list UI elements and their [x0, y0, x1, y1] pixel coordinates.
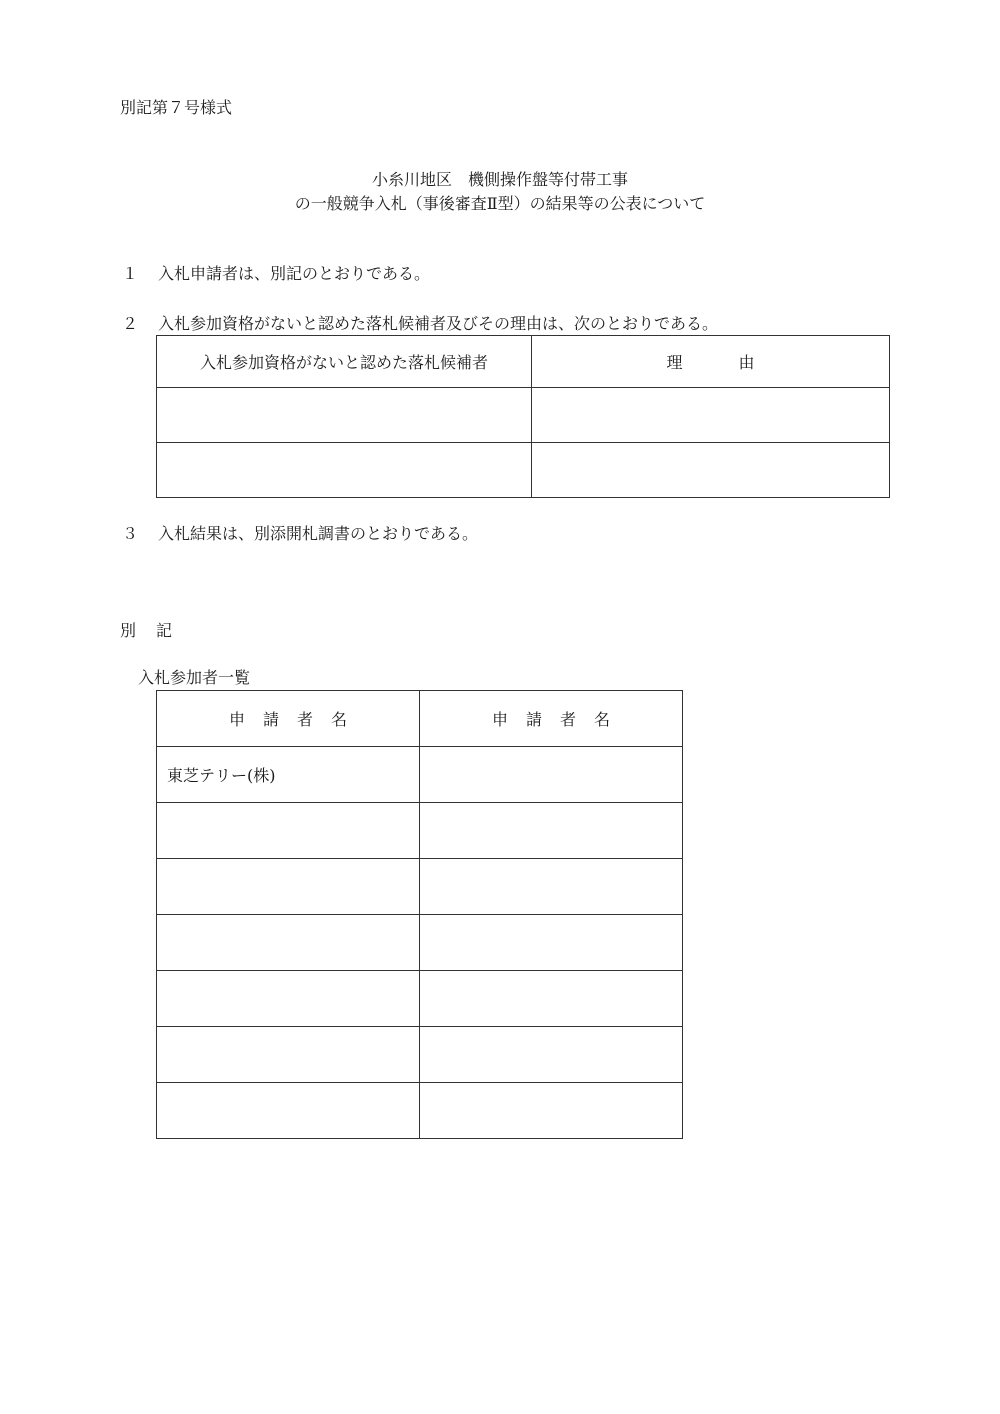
- applicant-cell: [157, 859, 420, 915]
- header-reason-char-2: 由: [738, 353, 755, 372]
- table-header-row: [157, 691, 683, 747]
- header-disqualified-candidate: 入札参加資格がないと認めた落札候補者: [157, 336, 532, 388]
- participants-table: [156, 690, 683, 1139]
- table-row: [157, 443, 890, 498]
- table-row: [157, 971, 683, 1027]
- header-reason: [532, 336, 890, 388]
- header-char: 者: [560, 710, 577, 729]
- reason-cell: [532, 388, 890, 443]
- header-char: 名: [594, 710, 611, 729]
- table-row: [157, 915, 683, 971]
- participants-list-caption: 入札参加者一覧: [138, 668, 251, 687]
- appendix-label-char-2: 記: [156, 621, 173, 640]
- table-row: [157, 1083, 683, 1139]
- applicant-cell: [157, 1083, 420, 1139]
- document-title-line-2: の一般競争入札（事後審査Ⅱ型）の結果等の公表について: [294, 194, 706, 213]
- applicant-cell: [420, 803, 683, 859]
- header-char: 申: [491, 710, 508, 729]
- applicant-cell: [157, 971, 420, 1027]
- table-header-row: [157, 336, 890, 388]
- applicant-cell: [420, 1027, 683, 1083]
- item-number: ２: [122, 314, 139, 333]
- form-number: 別記第７号様式: [120, 98, 233, 117]
- table-row: [157, 1027, 683, 1083]
- applicant-cell: [420, 747, 683, 803]
- table-row: [157, 388, 890, 443]
- item-text: 入札結果は、別添開札調書のとおりである。: [158, 524, 479, 543]
- applicant-cell: [420, 915, 683, 971]
- table-row: [157, 747, 683, 803]
- item-number: ３: [122, 524, 139, 543]
- item-number: １: [122, 264, 139, 283]
- header-char: 名: [331, 710, 348, 729]
- applicant-cell: [420, 859, 683, 915]
- header-applicant-name: [420, 691, 683, 747]
- applicant-cell: [420, 1083, 683, 1139]
- item-text: 入札申請者は、別記のとおりである。: [158, 264, 431, 283]
- item-text: 入札参加資格がないと認めた落札候補者及びその理由は、次のとおりである。: [158, 314, 719, 333]
- table-row: [157, 859, 683, 915]
- applicant-cell: 東芝テリー(株): [157, 747, 420, 803]
- reason-cell: [532, 443, 890, 498]
- header-char: 請: [525, 710, 542, 729]
- candidate-cell: [157, 443, 532, 498]
- applicant-cell: [157, 915, 420, 971]
- document-title-line-1: 小糸川地区 機側操作盤等付帯工事: [371, 170, 628, 189]
- applicant-cell: [420, 971, 683, 1027]
- applicant-cell: [157, 1027, 420, 1083]
- item-3: [122, 526, 478, 542]
- appendix-label: [120, 623, 172, 639]
- header-char: 申: [228, 710, 245, 729]
- item-2: [122, 316, 718, 332]
- candidate-cell: [157, 388, 532, 443]
- header-applicant-name: [157, 691, 420, 747]
- appendix-label-char-1: 別: [120, 621, 137, 640]
- table-row: [157, 803, 683, 859]
- header-reason-char-1: 理: [666, 353, 683, 372]
- applicant-cell: [157, 803, 420, 859]
- header-char: 請: [262, 710, 279, 729]
- disqualified-candidates-table: [156, 335, 890, 498]
- item-1: [122, 266, 430, 282]
- header-char: 者: [297, 710, 314, 729]
